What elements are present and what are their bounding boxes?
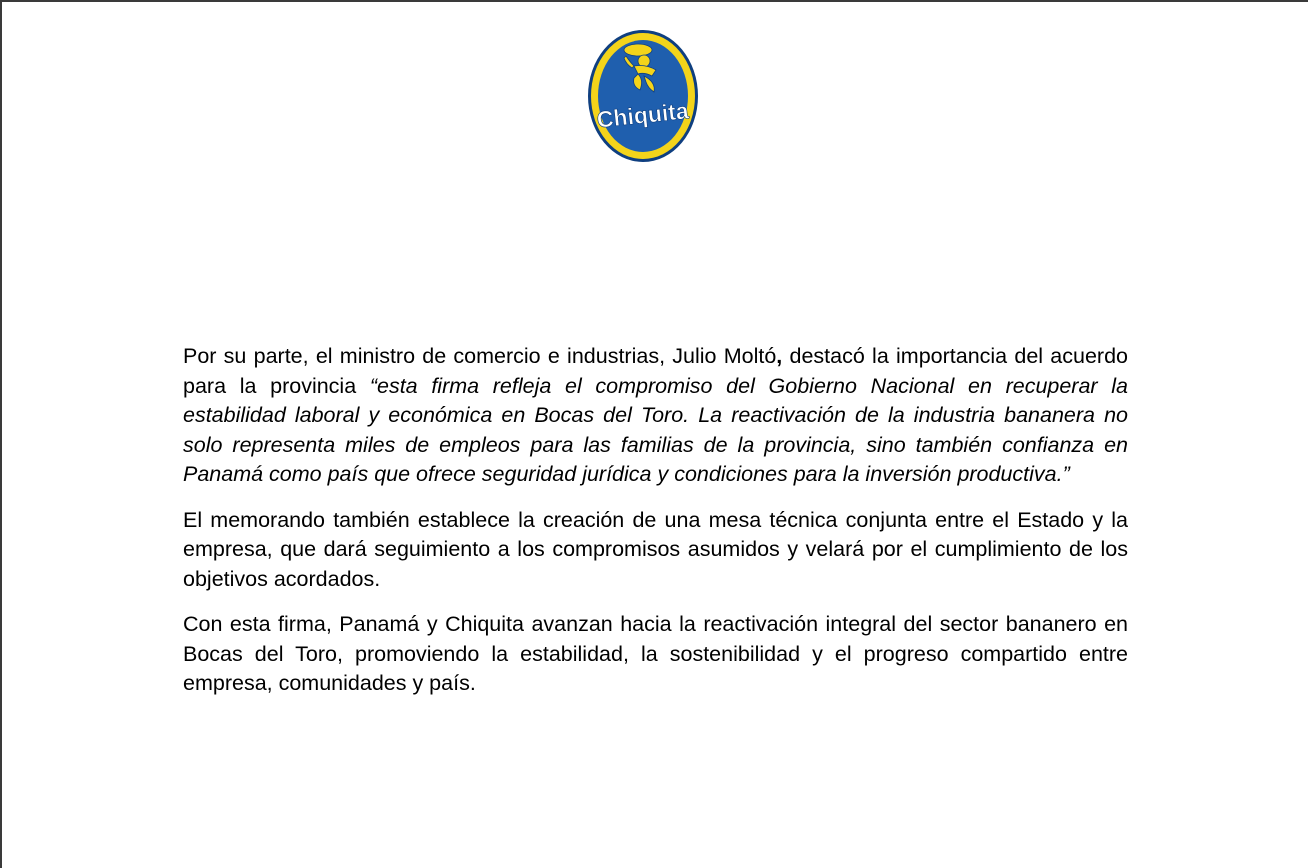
chiquita-logo-icon [586, 28, 700, 164]
paragraph-intro: Por su parte, el ministro de comercio e industrias, Julio Moltó [183, 344, 777, 368]
paragraph-minister-quote [183, 342, 1128, 490]
press-release-body [183, 342, 1128, 715]
paragraph-conclusion: Con esta firma, Panamá y Chiquita avanzan hacia la reactivación integral del sector bananero en Bocas del Toro, promoviendo la estabilidad, la sostenibilidad y el progreso compartido entre empresa, comunidades y país. [183, 612, 1128, 695]
paragraph-technical-table: El memorando también establece la creación de una mesa técnica conjunta entre el Estado y la empresa, que dará seguimiento a los compromisos asumidos y velará por el cumplimiento de los objetivos acordados. [183, 507, 1128, 591]
paragraph-bold-comma: , [776, 344, 783, 368]
minister-quote: “esta firma refleja el compromiso del Gobierno Nacional en recuperar la estabilidad laboral y económica en Bocas del Toro. La reactivación de la industria bananera no solo representa miles de empleos para las familias de la provincia, sino también confianza en Panamá como país que ofrece seguridad jurídica y condiciones para la inversión productiva.” [183, 373, 1128, 486]
logo-brand-text: Chiquita [595, 97, 690, 133]
paragraph-lead: destacó la importancia del acuerdo para la provincia [183, 344, 1128, 398]
